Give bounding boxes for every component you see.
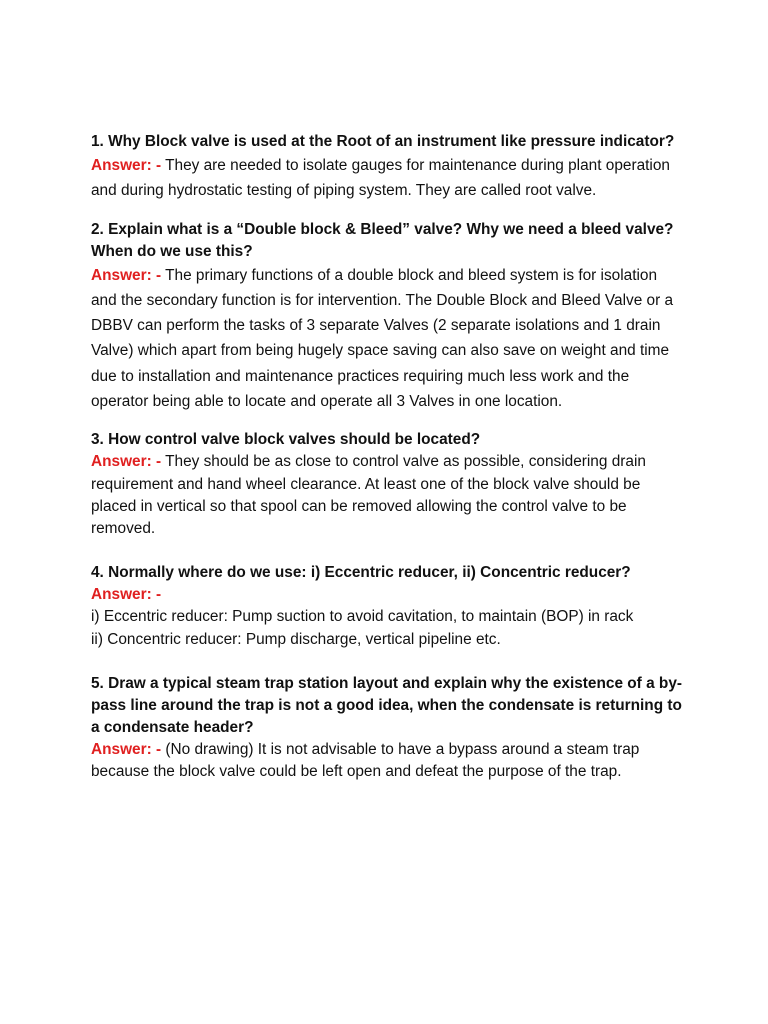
qa-item-1	[91, 131, 686, 204]
qa-item-4	[91, 562, 686, 651]
answer-line-2: ii) Concentric reducer: Pump discharge, vertical pipeline etc.	[91, 630, 501, 648]
answer-2	[91, 263, 686, 415]
answer-label: Answer: -	[91, 453, 162, 471]
answer-4	[91, 584, 686, 651]
answer-label: Answer: -	[91, 586, 162, 604]
answer-text: (No drawing) It is not advisable to have a bypass around a steam trap because the block valve could be left open and defeat the purpose of the trap.	[91, 740, 640, 780]
answer-line-1: i) Eccentric reducer: Pump suction to avoid cavitation, to maintain (BOP) in rack	[91, 608, 634, 626]
qa-item-2	[91, 219, 686, 415]
answer-text: They should be as close to control valve as possible, considering drain requirement and hand wheel clearance. At least one of the block valve should be placed in vertical so that spool can be removed allowing the control valve to be removed.	[91, 453, 646, 537]
question-4: 4. Normally where do we use: i) Eccentric reducer, ii) Concentric reducer?	[91, 564, 631, 582]
qa-item-5	[91, 673, 686, 783]
answer-5	[91, 739, 686, 783]
question-2: 2. Explain what is a “Double block & Bleed” valve? Why we need a bleed valve? When do we use this?	[91, 220, 674, 260]
qa-item-3	[91, 429, 686, 540]
answer-3	[91, 451, 686, 540]
document-page	[91, 131, 686, 783]
answer-text: The primary functions of a double block and bleed system is for isolation and the secondary function is for intervention. The Double Block and Bleed Valve or a DBBV can perform the tasks of 3 separate Valves (2 separate isolations and 1 drain Valve) which apart from being hugely space saving can also save on weight and time due to installation and maintenance practices requiring much less work and the operator being able to locate and operate all 3 Valves in one location.	[91, 266, 674, 411]
question-1: 1. Why Block valve is used at the Root of an instrument like pressure indicator?	[91, 133, 675, 150]
answer-label: Answer: -	[91, 157, 162, 174]
answer-label: Answer: -	[91, 266, 162, 284]
answer-text: They are needed to isolate gauges for maintenance during plant operation and during hydrostatic testing of piping system. They are called root valve.	[91, 157, 670, 200]
answer-label: Answer: -	[91, 740, 162, 758]
question-5: 5. Draw a typical steam trap station layout and explain why the existence of a by-pass line around the trap is not a good idea, when the condensate is returning to a condensate header?	[91, 674, 683, 736]
answer-1	[91, 153, 686, 204]
question-3: 3. How control valve block valves should be located?	[91, 431, 481, 449]
